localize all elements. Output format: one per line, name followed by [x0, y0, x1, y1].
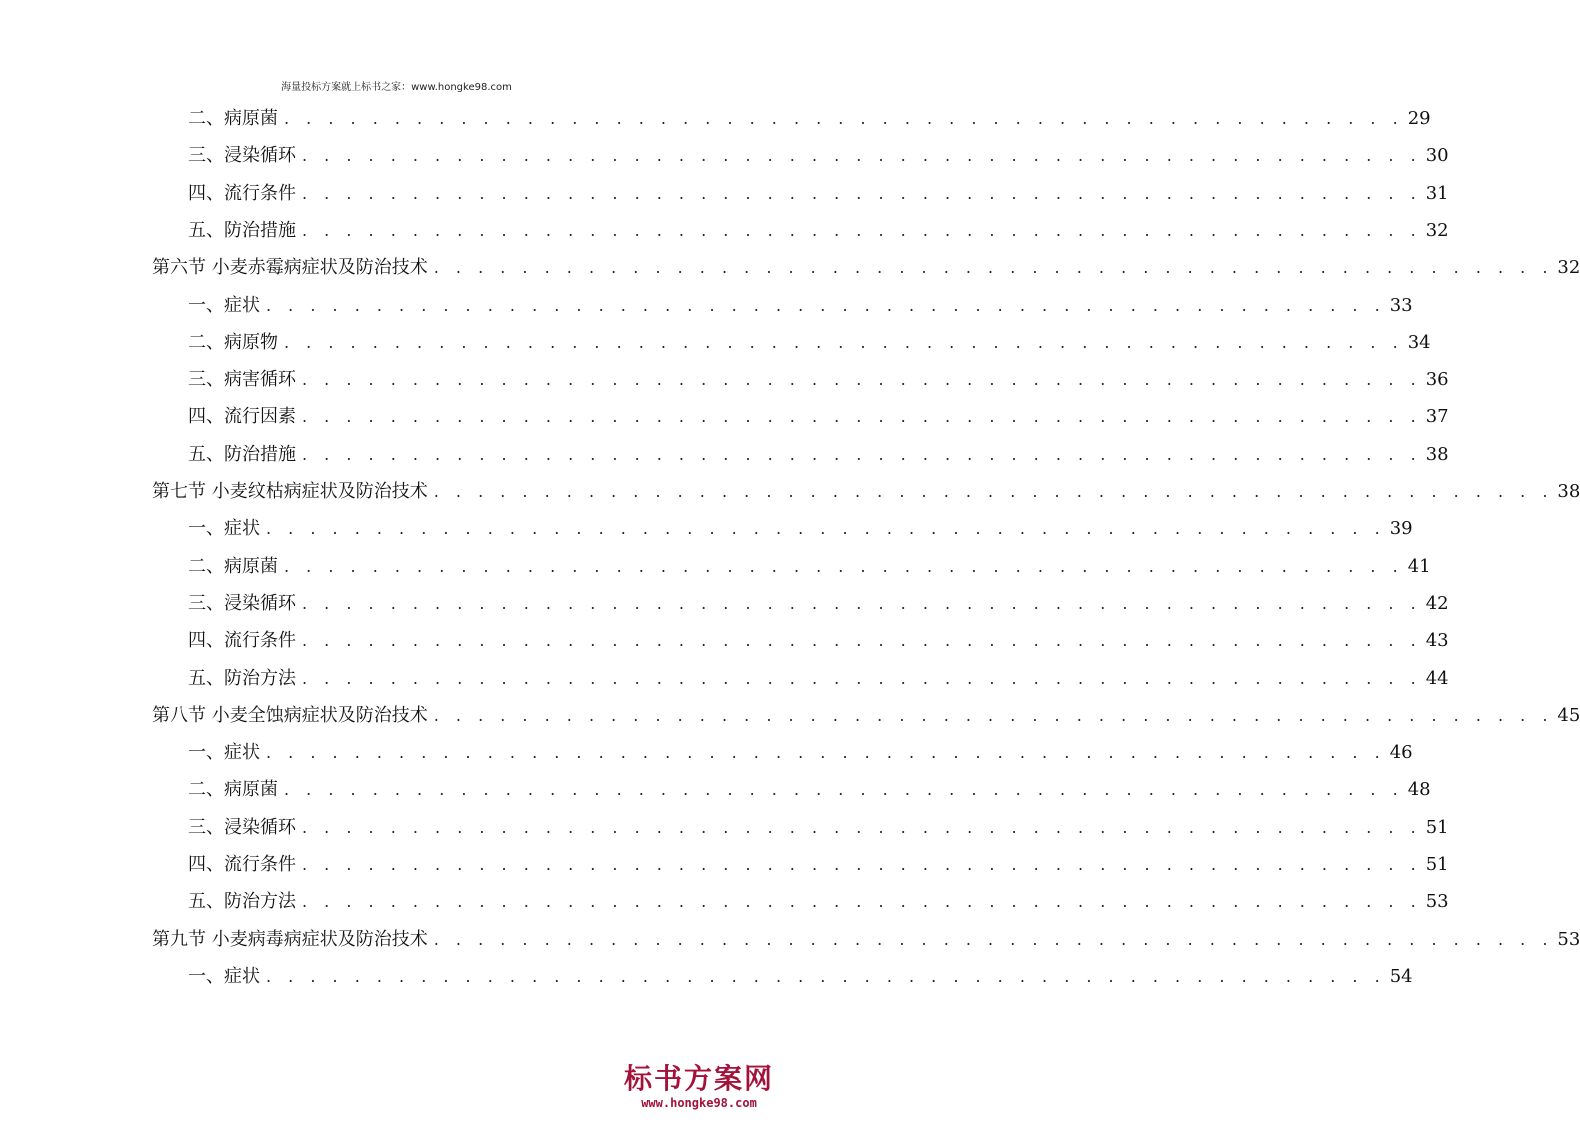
- toc-section-entry[interactable]: [152, 473, 1580, 510]
- toc-subsection-entry[interactable]: [188, 771, 1431, 808]
- toc-page-number: 51: [1425, 817, 1449, 838]
- toc-dot-leader: . . . . . . . . . . . . . . . . . . . . . . . . . . . . . . . . . . . . . . . . . . . . . . . . . . .: [302, 184, 1422, 203]
- toc-dot-leader: . . . . . . . . . . . . . . . . . . . . . . . . . . . . . . . . . . . . . . . . . . . . . . . . . . .: [302, 855, 1422, 874]
- toc-subsection-entry[interactable]: [188, 212, 1449, 249]
- toc-subsection-entry[interactable]: [188, 734, 1413, 771]
- toc-subsection-entry[interactable]: [188, 622, 1449, 659]
- toc-dot-leader: . . . . . . . . . . . . . . . . . . . . . . . . . . . . . . . . . . . . . . . . . . . . . . . . . . .: [302, 221, 1422, 240]
- toc-dot-leader: . . . . . . . . . . . . . . . . . . . . . . . . . . . . . . . . . . . . . . . . . . . . . . . . . . .: [433, 706, 1554, 725]
- toc-dot-leader: . . . . . . . . . . . . . . . . . . . . . . . . . . . . . . . . . . . . . . . . . . . . . . . . . . .: [266, 743, 1386, 762]
- toc-page-number: 31: [1425, 183, 1449, 204]
- toc-section-entry[interactable]: [152, 249, 1580, 286]
- toc-dot-leader: . . . . . . . . . . . . . . . . . . . . . . . . . . . . . . . . . . . . . . . . . . . . . . . . . . .: [433, 482, 1554, 501]
- watermark-url: www.hongke98.com: [641, 1096, 757, 1110]
- toc-page-number: 38: [1557, 481, 1580, 502]
- toc-section-entry[interactable]: [152, 921, 1580, 958]
- toc-entry-label: 第六节 小麦赤霉病症状及防治技术: [152, 257, 428, 278]
- toc-page-number: 42: [1425, 593, 1449, 614]
- toc-page-number: 51: [1425, 854, 1449, 875]
- toc-subsection-entry[interactable]: [188, 585, 1449, 622]
- toc-subsection-entry[interactable]: [188, 100, 1431, 137]
- toc-entry-label: 四、流行条件: [188, 183, 296, 204]
- toc-page-number: 34: [1407, 332, 1431, 353]
- toc-subsection-entry[interactable]: [188, 175, 1449, 212]
- toc-dot-leader: . . . . . . . . . . . . . . . . . . . . . . . . . . . . . . . . . . . . . . . . . . . . . . . . . . .: [266, 296, 1386, 315]
- toc-entry-label: 第八节 小麦全蚀病症状及防治技术: [152, 705, 428, 726]
- toc-entry-label: 五、防治措施: [188, 444, 296, 465]
- toc-dot-leader: . . . . . . . . . . . . . . . . . . . . . . . . . . . . . . . . . . . . . . . . . . . . . . . . . . .: [266, 967, 1386, 986]
- toc-page-number: 46: [1389, 742, 1413, 763]
- toc-entry-label: 一、症状: [188, 518, 260, 539]
- toc-entry-label: 一、症状: [188, 742, 260, 763]
- toc-dot-leader: . . . . . . . . . . . . . . . . . . . . . . . . . . . . . . . . . . . . . . . . . . . . . . . . . . .: [302, 407, 1422, 426]
- toc-page-number: 54: [1389, 966, 1413, 987]
- toc-page-number: 41: [1407, 556, 1431, 577]
- toc-entry-label: 三、病害循环: [188, 369, 296, 390]
- toc-entry-label: 二、病原物: [188, 332, 278, 353]
- toc-subsection-entry[interactable]: [188, 324, 1431, 361]
- toc-page-number: 37: [1425, 406, 1449, 427]
- toc-page-number: 53: [1425, 891, 1449, 912]
- toc-entry-label: 五、防治方法: [188, 891, 296, 912]
- toc-subsection-entry[interactable]: [188, 883, 1449, 920]
- toc-entry-label: 四、流行因素: [188, 406, 296, 427]
- toc-page-number: 36: [1425, 369, 1449, 390]
- toc-page-number: 43: [1425, 630, 1449, 651]
- toc-subsection-entry[interactable]: [188, 958, 1413, 995]
- toc-dot-leader: . . . . . . . . . . . . . . . . . . . . . . . . . . . . . . . . . . . . . . . . . . . . . . . . . . .: [284, 333, 1404, 352]
- toc-entry-label: 四、流行条件: [188, 630, 296, 651]
- toc-page-number: 45: [1557, 705, 1580, 726]
- toc-entry-label: 四、流行条件: [188, 854, 296, 875]
- toc-dot-leader: . . . . . . . . . . . . . . . . . . . . . . . . . . . . . . . . . . . . . . . . . . . . . . . . . . .: [284, 557, 1404, 576]
- toc-page-number: 33: [1389, 295, 1413, 316]
- toc-page-number: 29: [1407, 108, 1431, 129]
- toc-page-number: 32: [1425, 220, 1449, 241]
- toc-subsection-entry[interactable]: [188, 660, 1449, 697]
- toc-entry-label: 二、病原菌: [188, 779, 278, 800]
- toc-page-number: 44: [1425, 668, 1449, 689]
- toc-page-number: 30: [1425, 145, 1449, 166]
- toc-entry-label: 三、浸染循环: [188, 817, 296, 838]
- toc-dot-leader: . . . . . . . . . . . . . . . . . . . . . . . . . . . . . . . . . . . . . . . . . . . . . . . . . . .: [302, 594, 1422, 613]
- toc-dot-leader: . . . . . . . . . . . . . . . . . . . . . . . . . . . . . . . . . . . . . . . . . . . . . . . . . . .: [284, 109, 1404, 128]
- toc-entry-label: 三、浸染循环: [188, 145, 296, 166]
- toc-dot-leader: . . . . . . . . . . . . . . . . . . . . . . . . . . . . . . . . . . . . . . . . . . . . . . . . . . .: [302, 892, 1422, 911]
- toc-entry-label: 二、病原菌: [188, 556, 278, 577]
- toc-dot-leader: . . . . . . . . . . . . . . . . . . . . . . . . . . . . . . . . . . . . . . . . . . . . . . . . . . .: [266, 519, 1386, 538]
- toc-entry-label: 一、症状: [188, 295, 260, 316]
- toc-subsection-entry[interactable]: [188, 809, 1449, 846]
- toc-subsection-entry[interactable]: [188, 510, 1413, 547]
- toc-entry-label: 二、病原菌: [188, 108, 278, 129]
- toc-subsection-entry[interactable]: [188, 548, 1431, 585]
- toc-entry-label: 五、防治方法: [188, 668, 296, 689]
- toc-page-number: 53: [1557, 929, 1580, 950]
- toc-dot-leader: . . . . . . . . . . . . . . . . . . . . . . . . . . . . . . . . . . . . . . . . . . . . . . . . . . .: [302, 370, 1422, 389]
- toc-section-entry[interactable]: [152, 697, 1580, 734]
- watermark-logo: [619, 1062, 779, 1110]
- toc-page-number: 48: [1407, 779, 1431, 800]
- toc-entry-label: 第七节 小麦纹枯病症状及防治技术: [152, 481, 428, 502]
- toc-dot-leader: . . . . . . . . . . . . . . . . . . . . . . . . . . . . . . . . . . . . . . . . . . . . . . . . . . .: [433, 930, 1554, 949]
- toc-subsection-entry[interactable]: [188, 361, 1449, 398]
- toc-dot-leader: . . . . . . . . . . . . . . . . . . . . . . . . . . . . . . . . . . . . . . . . . . . . . . . . . . .: [284, 780, 1404, 799]
- toc-dot-leader: . . . . . . . . . . . . . . . . . . . . . . . . . . . . . . . . . . . . . . . . . . . . . . . . . . .: [302, 818, 1422, 837]
- toc-subsection-entry[interactable]: [188, 287, 1413, 324]
- toc-subsection-entry[interactable]: [188, 846, 1449, 883]
- toc-subsection-entry[interactable]: [188, 398, 1449, 435]
- toc-entry-label: 第九节 小麦病毒病症状及防治技术: [152, 929, 428, 950]
- toc-dot-leader: . . . . . . . . . . . . . . . . . . . . . . . . . . . . . . . . . . . . . . . . . . . . . . . . . . .: [302, 669, 1422, 688]
- toc-subsection-entry[interactable]: [188, 436, 1449, 473]
- toc-entry-label: 三、浸染循环: [188, 593, 296, 614]
- toc-dot-leader: . . . . . . . . . . . . . . . . . . . . . . . . . . . . . . . . . . . . . . . . . . . . . . . . . . .: [302, 445, 1422, 464]
- toc-entry-label: 一、症状: [188, 966, 260, 987]
- toc-dot-leader: . . . . . . . . . . . . . . . . . . . . . . . . . . . . . . . . . . . . . . . . . . . . . . . . . . .: [302, 631, 1422, 650]
- page-header: 海量投标方案就上标书之家：www.hongke98.com: [281, 82, 512, 93]
- watermark-title: 标书方案网: [623, 1062, 774, 1095]
- toc-page-number: 32: [1557, 257, 1580, 278]
- toc-dot-leader: . . . . . . . . . . . . . . . . . . . . . . . . . . . . . . . . . . . . . . . . . . . . . . . . . . .: [433, 258, 1554, 277]
- toc-dot-leader: . . . . . . . . . . . . . . . . . . . . . . . . . . . . . . . . . . . . . . . . . . . . . . . . . . .: [302, 146, 1422, 165]
- toc-subsection-entry[interactable]: [188, 137, 1449, 174]
- toc-page-number: 38: [1425, 444, 1449, 465]
- toc-page-number: 39: [1389, 518, 1413, 539]
- toc-entry-label: 五、防治措施: [188, 220, 296, 241]
